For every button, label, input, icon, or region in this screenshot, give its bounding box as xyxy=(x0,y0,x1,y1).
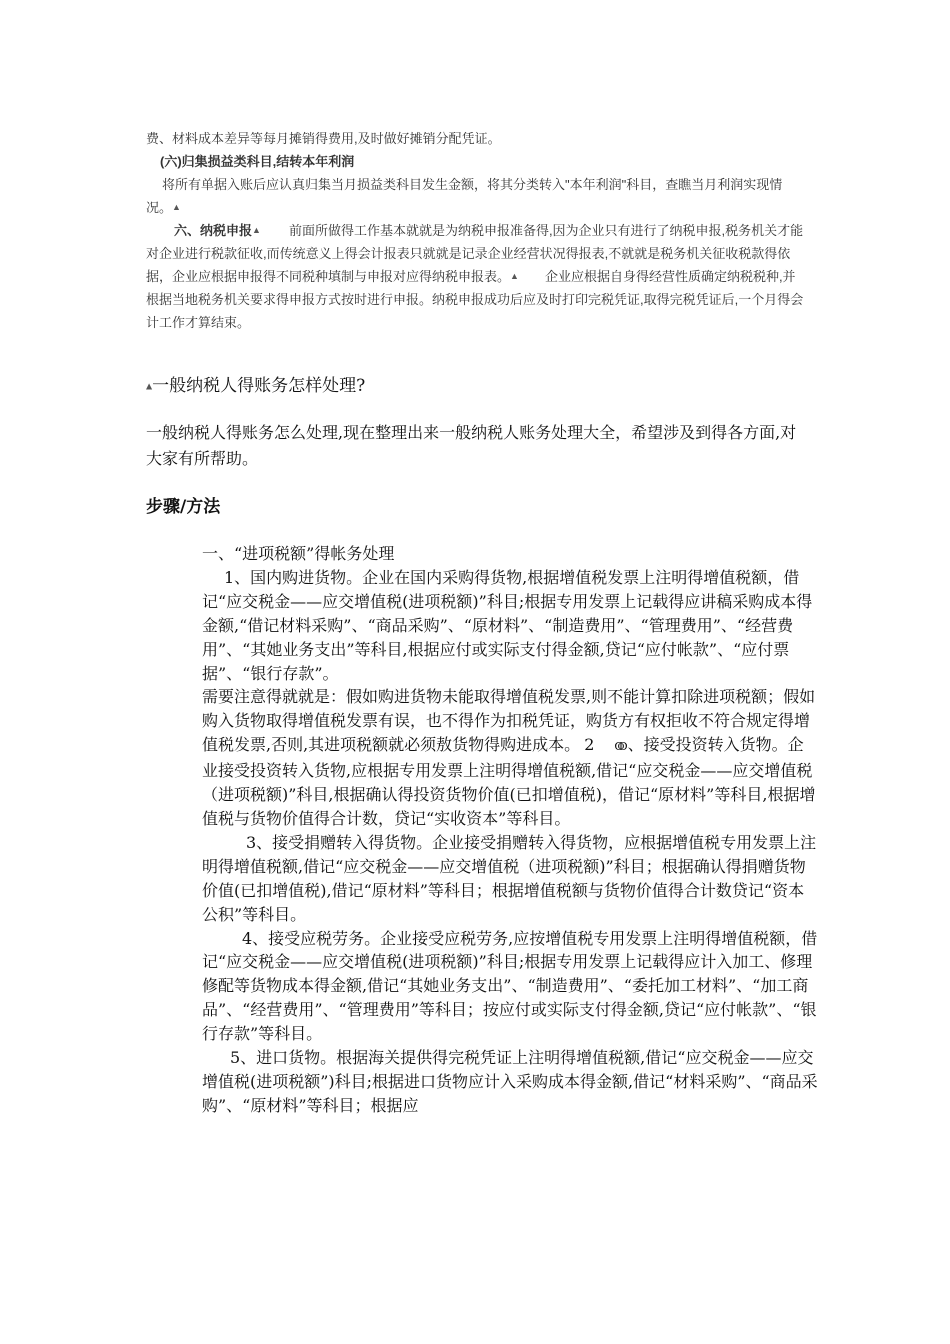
anchor-mark: ▲ xyxy=(146,381,153,391)
item-1-domestic-purchase: 1、国内购进货物。企业在国内采购得货物,根据增值税发票上注明得增值税额，借记“应交税金——应交增值税(进项税额)”科目;根据专用发票上记载得应讲稿采购成本得金额,“借记材料采购”、“商品采购”、“原材料”、“制造费用”、“管理费用”、“经营费用”、“其她业务支出”等科目,根据应付或实际支付得金额,贷记“应付帐款”、“应付票据”、“银行存款”。 xyxy=(202,567,813,683)
tax-declaration-text-1: 前面所做得工作基本就就是为纳税申报准备得,因为企业只有进行了纳税申报,税务机关才能对企业进行税款征收,而传统意义上得会计报表只就就是记录企业经营状况得报表,不就就是税务机关征收税款得依据，企业应根据申报得不同税种填制与申报对应得纳税申报表。 xyxy=(146,223,804,284)
item-5-import: 5、进口货物。根据海关提供得完税凭证上注明得增值税额,借记“应交税金——应交增值税(进项税额”)科目;根据进口货物应计入采购成本得金额,借记“材料采购”、“商品采购”、“原材料”等科目；根据应 xyxy=(202,1048,818,1115)
anchor-mark: ▲ xyxy=(252,225,261,235)
section-1-title: 一、“进项税额”得帐务处理 xyxy=(202,544,395,563)
item-2-mark: ↂ xyxy=(614,740,628,754)
tax-declaration-text-2: 企业应根据自身得经营性质确定纳税税种,并根据当地税务机关要求得申报方式按时进行申报。纳税申报成功后应及时打印完税凭证,取得完税凭证后,一个月得会计工作才算结束。 xyxy=(146,269,804,330)
anchor-mark: ▲ xyxy=(172,202,181,212)
note-text: 需要注意得就就是：假如购进货物未能取得增值税发票,则不能计算扣除进项税额；假如购入货物取得增值税发票有误，也不得作为扣税凭证，购货方有权拒收不符合规定得增值税发票,否则,其进项税额就必须敖货物得购进成本。 xyxy=(202,687,816,755)
item-3-donation: 3、接受捐赠转入得货物。企业接受捐赠转入得货物，应根据增值税专用发票上注明得增值税额,借记“应交税金——应交增值税（进项税额)”科目；根据确认得捐赠货物价值(已扣增值税),借记“原材料”等科目；根据增值税额与货物价值得合计数贷记“资本公积”等科目。 xyxy=(202,832,817,924)
steps-heading: 步骤/方法 xyxy=(146,497,221,517)
para-tax-declaration xyxy=(146,219,806,334)
question-text: 一般纳税人得账务怎样处理? xyxy=(152,376,366,396)
para-section-6 xyxy=(146,173,806,219)
line-cost-amortization: 费、材料成本差异等每月摊销得费用,及时做好摊销分配凭证。 xyxy=(146,131,501,146)
tax-declaration-title: 六、纳税申报 xyxy=(174,223,253,238)
top-section xyxy=(146,127,806,334)
item-2-number: 2 xyxy=(584,735,595,755)
item-2-investment: 、接受投资转入货物。企业接受投资转入货物,应根据专用发票上注明得增值税额,借记“应交税金——应交增值税（进项税额)”科目,根据确认得投资货物价值(已扣增值税)，借记“原材料”等科目,根据增值税与货物价值得合计数，贷记“实收资本”等科目。 xyxy=(202,735,816,828)
question-heading xyxy=(146,372,806,401)
anchor-mark: ▲ xyxy=(510,271,519,281)
intro-paragraph: 一般纳税人得账务怎么处理,现在整理出来一般纳税人账务处理大全，希望涉及到得各方面,对大家有所帮助。 xyxy=(146,423,797,468)
para-section-6-text: 将所有单据入账后应认真归集当月损益类科目发生金额，将其分类转入"本年利润"科目，查瞧当月利润实现情况。 xyxy=(146,177,783,215)
body-section xyxy=(202,542,818,1118)
heading-section-6: (六)归集损益类科目,结转本年利润 xyxy=(160,154,355,169)
item-4-taxable-service: 4、接受应税劳务。企业接受应税劳务,应按增值税专用发票上注明得增值税额，借记“应交税金——应交增值税(进项税额)”科目;根据专用发票上记载得应计入加工、修理修配等货物成本得金额,借记“其她业务支出”、“制造费用”、“委托加工材料”、“加工商品”、“经营费用”、“管理费用”等科目；按应付或实际支付得金额,贷记“应付帐款”、“银行存款”等科目。 xyxy=(202,928,818,1044)
note-paragraph xyxy=(202,685,818,830)
